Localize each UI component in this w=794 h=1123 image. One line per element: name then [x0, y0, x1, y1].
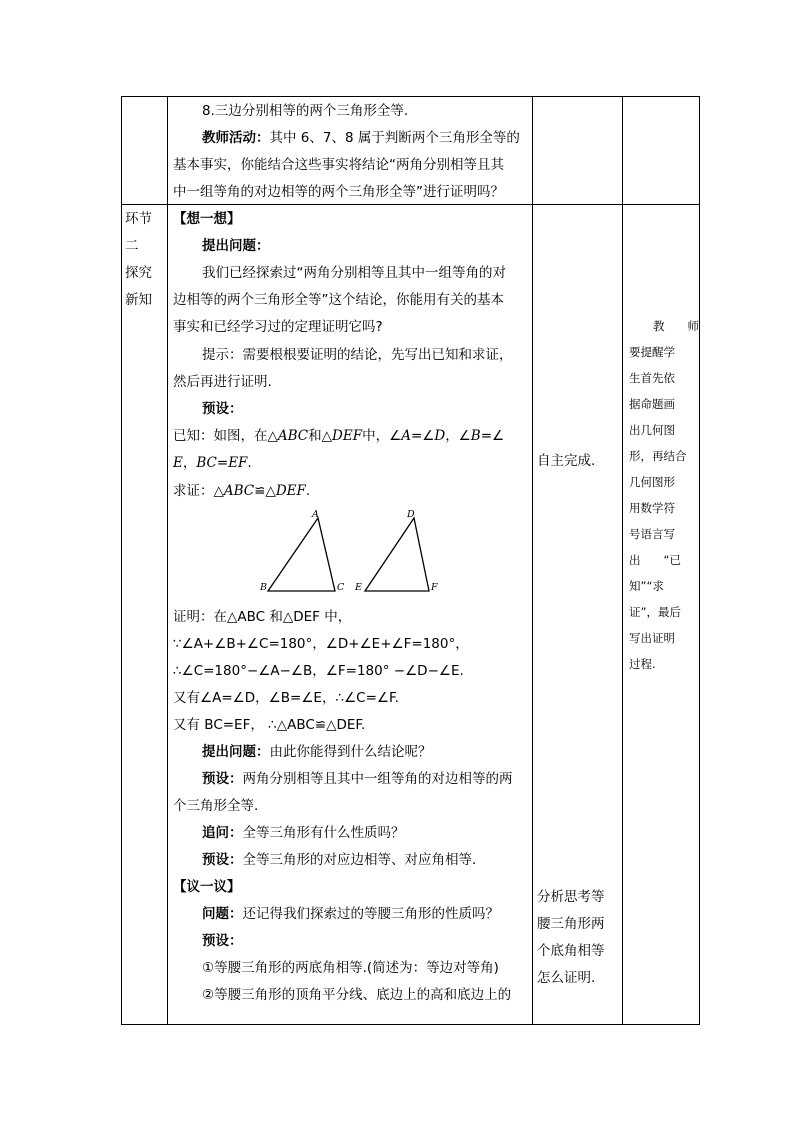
pose-question-text-2: 由此你能得到什么结论呢？ — [269, 744, 432, 760]
given-text: = — [216, 455, 229, 471]
note-line: 生首先依 — [629, 371, 675, 385]
teacher-activity-line3: 中一组等角的对边相等的两个三角形全等”进行证明吗？ — [173, 184, 504, 200]
prove-text: . — [305, 483, 311, 499]
hint-line2: 然后再进行证明. — [173, 374, 272, 390]
pose-question-2 — [202, 740, 432, 760]
student-activity-line4: 怎么证明. — [537, 970, 596, 986]
student-self-complete: 自主完成. — [537, 453, 596, 469]
preset-3 — [202, 848, 476, 868]
given-text: ， — [182, 455, 197, 471]
vertex-label-b: B — [260, 582, 267, 593]
table-left-border — [121, 96, 122, 1025]
given-angle-b: B — [470, 428, 481, 444]
note-line: 教 师 — [653, 319, 699, 333]
preset-2-line2: 个三角形全等. — [173, 798, 259, 814]
proof-line3: ∴∠C=180°−∠A−∠B，∠F=180° −∠D−∠E. — [173, 663, 464, 679]
triangle-abc — [268, 518, 335, 591]
preset-label-4: 预设： — [202, 933, 243, 949]
question-3 — [202, 902, 499, 922]
prove-text: 求证：△ — [173, 483, 224, 499]
prove-abc: ABC — [223, 483, 255, 499]
column-divider-1 — [167, 96, 168, 1025]
follow-up-text: 全等三角形有什么性质吗？ — [242, 825, 405, 841]
proof-line4: 又有∠A=∠D，∠B=∠E，∴∠C=∠F. — [173, 690, 399, 706]
preset-label-2: 预设： — [202, 771, 243, 787]
given-angle-d: D — [434, 428, 446, 444]
question-1-line2: 边相等的两个三角形全等”这个结论，你能用有关的基本 — [173, 292, 504, 308]
basic-fact-8: 8.三边分别相等的两个三角形全等. — [202, 103, 409, 119]
note-line: 写出证明 — [629, 631, 675, 645]
given-ef: EF — [228, 455, 248, 471]
given-abc: ABC — [277, 428, 309, 444]
teacher-activity-line2: 基本事实，你能结合这些事实将结论“两角分别相等且其 — [173, 157, 504, 173]
given-text: . — [247, 455, 252, 471]
question-label-3: 问题： — [202, 906, 243, 922]
student-activity-line3: 个底角相等 — [537, 943, 605, 959]
given-angle-a: A — [401, 428, 411, 444]
proof-line1: 证明：在△ABC 和△DEF 中， — [173, 609, 352, 625]
given-angle-e: E — [173, 455, 183, 471]
pose-question-label-2: 提出问题： — [202, 744, 270, 760]
note-line: 几何图形 — [629, 475, 675, 489]
proof-line5: 又有 BC=EF， ∴△ABC≌△DEF. — [173, 717, 366, 733]
hint-line1: 提示：需要根根要证明的结论，先写出已知和求证， — [202, 347, 513, 363]
follow-up-question — [202, 821, 405, 841]
given-text: ，∠ — [445, 428, 471, 444]
pose-question-label-1: 提出问题： — [202, 238, 270, 254]
table-bottom-border — [121, 1024, 700, 1025]
given-bc: BC — [196, 455, 217, 471]
given-statement-line1 — [173, 424, 504, 444]
question-1-line1: 我们已经探索过“两角分别相等且其中一组等角的对 — [202, 265, 506, 281]
think-heading: 【想一想】 — [173, 211, 241, 227]
question-1-line3: 事实和已经学习过的定理证明它吗? — [173, 319, 383, 335]
note-line: 知”“求 — [629, 579, 664, 593]
given-text: =∠ — [410, 428, 435, 444]
vertex-label-d: D — [407, 509, 415, 520]
triangle-def — [365, 518, 429, 591]
table-right-border — [699, 96, 700, 1025]
note-line: 出几何图 — [629, 423, 675, 437]
given-def: DEF — [332, 428, 363, 444]
student-activity-line1: 分析思考等 — [537, 889, 605, 905]
column-divider-3 — [622, 96, 623, 1025]
follow-up-label: 追问： — [202, 825, 243, 841]
note-line: 过程. — [629, 657, 656, 671]
preset-2 — [202, 767, 513, 787]
note-line: 要提醒学 — [629, 345, 675, 359]
section-label-line4: 新知 — [125, 292, 152, 308]
note-line: 号语言写 — [629, 527, 675, 541]
note-line: 出 “已 — [629, 553, 681, 567]
proof-line2: ∵∠A+∠B+∠C=180°，∠D+∠E+∠F=180°， — [173, 636, 469, 652]
property-2: ②等腰三角形的顶角平分线、底边上的高和底边上的 — [202, 987, 512, 1003]
vertex-label-f: F — [431, 582, 438, 593]
triangles-figure — [255, 506, 438, 596]
table-top-border — [121, 96, 700, 97]
section-label-line1: 环节 — [125, 211, 152, 227]
column-divider-2 — [532, 96, 533, 1025]
preset-label-3: 预设： — [202, 852, 243, 868]
vertex-label-e: E — [355, 582, 362, 593]
teacher-activity — [202, 126, 520, 146]
teacher-activity-text: 其中 6、7、8 属于判断两个三角形全等的 — [269, 130, 520, 146]
question-text-3: 还记得我们探索过的等腰三角形的性质吗？ — [242, 906, 499, 922]
given-text: =∠ — [480, 428, 505, 444]
prove-def: DEF — [275, 483, 306, 499]
given-text: 已知：如图，在△ — [173, 428, 278, 444]
property-1: ①等腰三角形的两底角相等.(简述为：等边对等角) — [202, 960, 499, 976]
section-label-line3: 探究 — [125, 265, 152, 281]
given-statement-line2 — [173, 451, 252, 471]
note-line: 据命题画 — [629, 397, 675, 411]
section-label-line2: 二 — [125, 238, 139, 254]
student-activity-line2: 腰三角形两 — [537, 916, 605, 932]
note-line: 证”，最后 — [629, 605, 681, 619]
vertex-label-a: A — [312, 509, 319, 520]
prove-statement — [173, 479, 310, 499]
preset-text-3: 全等三角形的对应边相等、对应角相等. — [242, 852, 477, 868]
preset-text-2: 两角分别相等且其中一组等角的对边相等的两 — [242, 771, 513, 787]
given-text: 和△ — [308, 428, 333, 444]
note-line: 形，再结合 — [629, 449, 687, 463]
note-line: 用数学符 — [629, 501, 675, 515]
row-divider — [121, 204, 700, 205]
given-text: 中，∠ — [362, 428, 402, 444]
vertex-label-c: C — [337, 582, 345, 593]
discuss-heading: 【议一议】 — [173, 879, 241, 895]
prove-text: ≌△ — [254, 483, 276, 499]
preset-label-1: 预设： — [202, 401, 243, 417]
teacher-activity-label: 教师活动： — [202, 130, 270, 146]
